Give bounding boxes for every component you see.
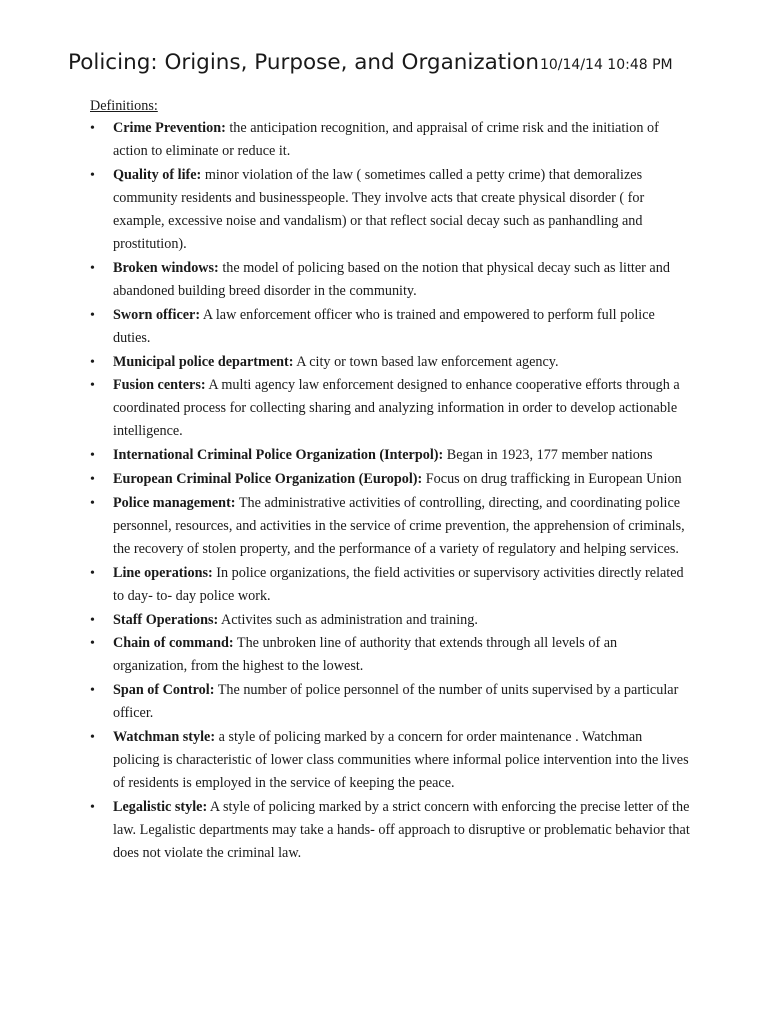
definition-text: the anticipation recognition, and appraisal of crime risk and the initiation of action to eliminate or reduce it. (113, 120, 659, 159)
definition-text: Began in 1923, 177 member nations (443, 447, 653, 463)
bullet-icon: • (90, 168, 95, 183)
definition-term: Legalistic style: (113, 799, 208, 815)
definitions-heading: Definitions: (90, 98, 158, 114)
bullet-icon: • (90, 730, 95, 745)
list-item (90, 632, 690, 678)
list-item (90, 304, 690, 350)
definition-term: Sworn officer: (113, 307, 201, 323)
list-item (90, 468, 690, 491)
list-item (90, 609, 690, 632)
page-title: Policing: Origins, Purpose, and Organization (68, 50, 539, 75)
bullet-icon: • (90, 472, 95, 487)
bullet-icon: • (90, 448, 95, 463)
definitions-section (90, 95, 690, 865)
bullet-icon: • (90, 683, 95, 698)
definition-term: International Criminal Police Organization (Interpol): (113, 447, 444, 463)
definition-text: minor violation of the law ( sometimes called a petty crime) that demoralizes community residents and businesspeople. They involve acts that create physical disorder ( for example, excessive noise and vandalism) or that reflect social decay such as panhandling and prostitution). (113, 167, 645, 252)
definition-text: Activites such as administration and training. (218, 612, 478, 628)
list-item (90, 374, 690, 443)
bullet-icon: • (90, 800, 95, 815)
bullet-icon: • (90, 636, 95, 651)
definition-text: A multi agency law enforcement designed to enhance cooperative efforts through a coordinated process for collecting sharing and analyzing information in order to develop actionable intelligence. (113, 377, 680, 439)
list-item (90, 492, 690, 561)
bullet-icon: • (90, 613, 95, 628)
definition-text: Focus on drug trafficking in European Union (422, 471, 682, 487)
list-item (90, 164, 690, 256)
list-item (90, 679, 690, 725)
document-header (68, 50, 673, 75)
definition-text: The unbroken line of authority that extends through all levels of an organization, from the highest to the lowest. (113, 635, 618, 674)
list-item (90, 351, 690, 374)
bullet-icon: • (90, 355, 95, 370)
bullet-icon: • (90, 378, 95, 393)
definitions-list (90, 117, 690, 865)
bullet-icon: • (90, 121, 95, 136)
definition-text: A law enforcement officer who is trained and empowered to perform full police duties. (113, 307, 655, 346)
list-item (90, 796, 690, 865)
definition-text: a style of policing marked by a concern for order maintenance . Watchman policing is characteristic of lower class communities where informal police intervention into the lives of residents is employed in the service of keeping the peace. (113, 729, 689, 791)
definition-term: Chain of command: (113, 635, 234, 651)
definition-term: Watchman style: (113, 729, 216, 745)
bullet-icon: • (90, 566, 95, 581)
definition-term: Span of Control: (113, 682, 215, 698)
definition-term: Quality of life: (113, 167, 202, 183)
list-item (90, 726, 690, 795)
definition-term: European Criminal Police Organization (Europol): (113, 471, 423, 487)
definition-text: The number of police personnel of the number of units supervised by a particular officer. (113, 682, 679, 721)
definition-text: A city or town based law enforcement agency. (293, 354, 559, 370)
definition-term: Fusion centers: (113, 377, 206, 393)
definition-term: Broken windows: (113, 260, 219, 276)
list-item (90, 257, 690, 303)
definition-term: Crime Prevention: (113, 120, 226, 136)
definition-text: A style of policing marked by a strict concern with enforcing the precise letter of the law. Legalistic departments may take a hands- off approach to disruptive or problematic behavior that does not violate the criminal law. (113, 799, 690, 861)
definition-text: the model of policing based on the notion that physical decay such as litter and abandoned building breed disorder in the community. (113, 260, 670, 299)
list-item (90, 117, 690, 163)
bullet-icon: • (90, 496, 95, 511)
definition-term: Staff Operations: (113, 612, 219, 628)
list-item (90, 562, 690, 608)
definition-term: Municipal police department: (113, 354, 294, 370)
bullet-icon: • (90, 308, 95, 323)
definition-term: Line operations: (113, 565, 213, 581)
definition-term: Police management: (113, 495, 236, 511)
timestamp: 10/14/14 10:48 PM (539, 57, 673, 73)
definition-text: The administrative activities of controlling, directing, and coordinating police personnel, resources, and activities in the service of crime prevention, the apprehension of criminals, the recovery of stolen property, and the performance of a variety of regulatory and helping services. (113, 495, 685, 557)
bullet-icon: • (90, 261, 95, 276)
list-item (90, 444, 690, 467)
definition-text: In police organizations, the field activities or supervisory activities directly related to day- to- day police work. (113, 565, 684, 604)
